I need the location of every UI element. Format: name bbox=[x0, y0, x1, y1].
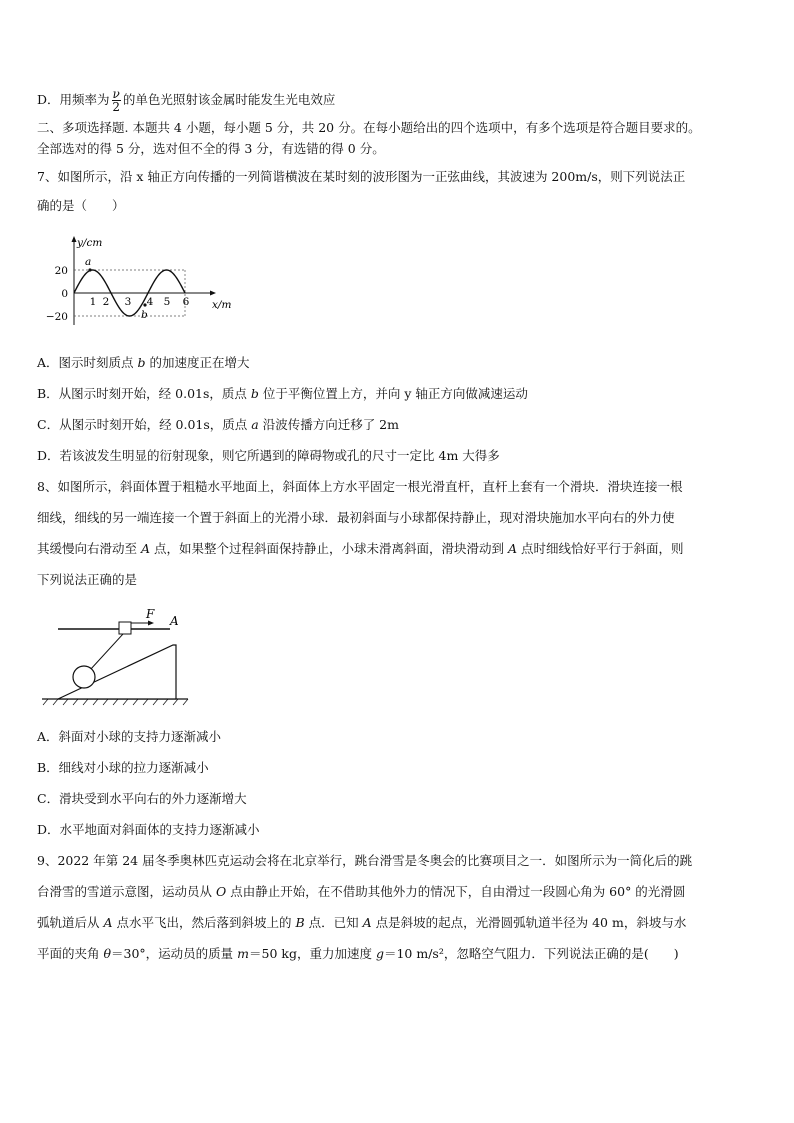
q7-ytick-20: 20 bbox=[54, 265, 68, 277]
q7-ylabel: y/cm bbox=[77, 237, 103, 249]
q7-xlabel: x/m bbox=[212, 299, 232, 311]
section2-heading-line1: 二、多项选择题. 本题共 4 小题，每小题 5 分，共 20 分。在每小题给出的四个选项中，有多个选项是符合题目要求的。 bbox=[37, 120, 701, 135]
q7-point-b-marker bbox=[143, 303, 146, 306]
q7-option-c: C．从图示时刻开始，经 0.01s，质点 a 沿波传播方向迁移了 2m bbox=[37, 417, 399, 432]
q9-stem-line3: 弧轨道后从 A 点水平飞出，然后落到斜坡上的 B 点．已知 A 点是斜坡的起点，光滑圆弧轨道半径为 40 m，斜坡与水 bbox=[37, 915, 687, 930]
q8-stem-line2: 细线，细线的另一端连接一个置于斜面上的光滑小球．最初斜面与小球都保持静止，现对滑块施加水平向右的外力使 bbox=[37, 510, 675, 525]
q7-x-axis-arrow bbox=[210, 291, 216, 296]
q8-stem-line1: 8、如图所示，斜面体置于粗糙水平地面上，斜面体上方水平固定一根光滑直杆，直杆上套有一个滑块．滑块连接一根 bbox=[37, 479, 683, 494]
q7-xtick-5: 5 bbox=[163, 296, 171, 308]
q7-xtick-2: 2 bbox=[102, 296, 110, 308]
q7-xtick-6: 6 bbox=[182, 296, 190, 308]
q8-stem-line4: 下列说法正确的是 bbox=[37, 572, 138, 587]
q7-y-axis-arrow bbox=[72, 236, 77, 242]
section2-heading-line2: 全部选对的得 5 分，选对但不全的得 3 分，有选错的得 0 分。 bbox=[37, 141, 385, 156]
q7-point-b: b bbox=[141, 309, 148, 321]
q8-string bbox=[90, 634, 123, 670]
q8-option-c: C．滑块受到水平向右的外力逐渐增大 bbox=[37, 791, 247, 806]
q9-stem-line4: 平面的夹角 θ＝30°，运动员的质量 m＝50 kg，重力加速度 g＝10 m/s²，忽略空气阻力．下列说法正确的是( ) bbox=[37, 946, 679, 961]
q8-incline-figure bbox=[40, 600, 200, 708]
q8-ground-hatching bbox=[43, 699, 188, 705]
q8-force-arrowhead bbox=[148, 621, 154, 626]
q7-stem-line1: 7、如图所示，沿 x 轴正方向传播的一列简谐横波在某时刻的波形图为一正弦曲线，其波速为 200m/s，则下列说法正 bbox=[37, 169, 686, 184]
q7-xtick-1: 1 bbox=[89, 296, 97, 308]
fraction-nu-over-2: $\frac{\nu}{2}$ bbox=[112, 87, 120, 114]
q8-slider-block bbox=[119, 622, 131, 634]
q7-point-a-marker bbox=[88, 268, 91, 271]
q7-option-b: B．从图示时刻开始，经 0.01s，质点 b 位于平衡位置上方，并向 y 轴正方向做减速运动 bbox=[37, 386, 528, 401]
q7-xtick-3: 3 bbox=[124, 296, 132, 308]
q7-option-d: D．若该波发生明显的衍射现象，则它所遇到的障碍物或孔的尺寸一定比 4m 大得多 bbox=[37, 448, 500, 463]
q8-option-a: A．斜面对小球的支持力逐渐减小 bbox=[37, 729, 222, 744]
q7-ytick-0: 0 bbox=[61, 288, 68, 300]
q7-ytick-minus20: −20 bbox=[45, 311, 68, 323]
q7-option-a: A．图示时刻质点 b 的加速度正在增大 bbox=[37, 355, 250, 370]
q8-stem-line3: 其缓慢向右滑动至 A 点，如果整个过程斜面保持静止，小球未滑离斜面，滑块滑动到 A 点时细线恰好平行于斜面，则 bbox=[37, 541, 684, 556]
q8-point-a-label: A bbox=[170, 614, 179, 628]
q7-xtick-4: 4 bbox=[146, 296, 154, 308]
q8-option-d: D．水平地面对斜面体的支持力逐渐减小 bbox=[37, 822, 260, 837]
q7-wave-figure bbox=[44, 233, 244, 333]
q6-option-d: D．用频率为 $\frac{\nu}{2}$ 的单色光照射该金属时能发生光电效应 bbox=[37, 87, 336, 114]
q8-ball bbox=[73, 666, 95, 688]
q7-point-a: a bbox=[85, 256, 92, 268]
q8-force-label: F bbox=[146, 607, 155, 621]
q8-option-b: B．细线对小球的拉力逐渐减小 bbox=[37, 760, 209, 775]
q9-stem-line2: 台滑雪的雪道示意图，运动员从 O 点由静止开始，在不借助其他外力的情况下，自由滑过一段圆心角为 60° 的光滑圆 bbox=[37, 884, 686, 899]
q9-stem-line1: 9、2022 年第 24 届冬季奥林匹克运动会将在北京举行，跳台滑雪是冬奥会的比赛项目之一．如图所示为一简化后的跳 bbox=[37, 853, 693, 868]
q7-stem-line2: 确的是（ ） bbox=[37, 198, 125, 213]
